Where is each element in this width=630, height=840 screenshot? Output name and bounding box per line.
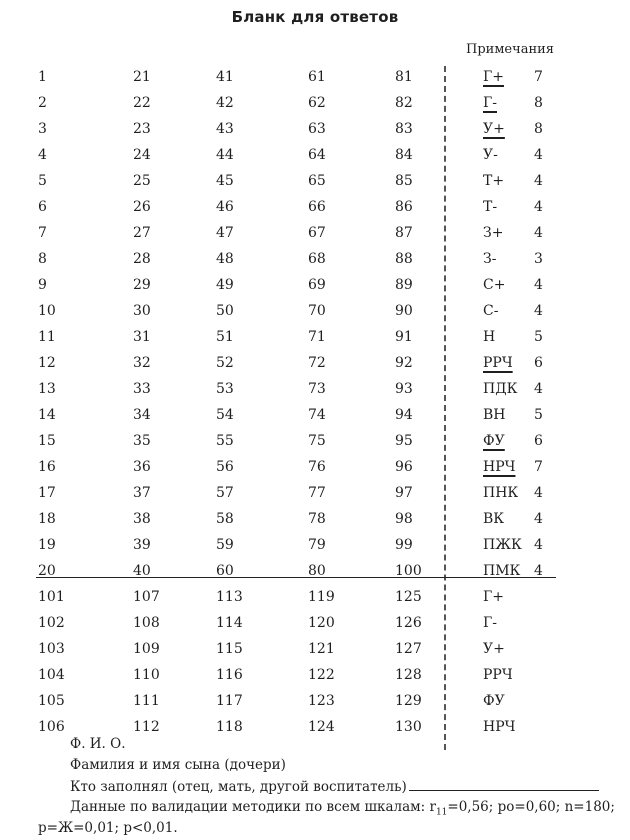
item-number: 125 (395, 589, 422, 605)
item-number: 74 (308, 407, 326, 423)
scale-code: ПМК (483, 563, 521, 579)
item-number: 122 (308, 667, 335, 683)
item-number: 23 (133, 121, 151, 137)
scale-code: С- (483, 303, 499, 319)
table-row (0, 220, 630, 246)
table-row (0, 506, 630, 532)
item-number: 116 (216, 667, 243, 683)
item-number: 55 (216, 433, 234, 449)
item-number: 51 (216, 329, 234, 345)
item-number: 21 (133, 69, 151, 85)
item-number: 92 (395, 355, 413, 371)
item-number: 16 (38, 459, 56, 475)
table-row (0, 584, 630, 610)
table-row (0, 636, 630, 662)
item-number: 130 (395, 719, 422, 735)
scale-score: 4 (534, 199, 543, 215)
item-number: 109 (133, 641, 160, 657)
item-number: 26 (133, 199, 151, 215)
scale-score: 8 (534, 121, 543, 137)
scale-code: ПНК (483, 485, 519, 501)
item-number: 17 (38, 485, 56, 501)
item-number: 47 (216, 225, 234, 241)
item-number: 68 (308, 251, 326, 267)
scale-code: Г+ (483, 589, 504, 605)
scale-score: 6 (534, 433, 543, 449)
item-number: 30 (133, 303, 151, 319)
item-number: 117 (216, 693, 243, 709)
item-number: 35 (133, 433, 151, 449)
table-row (0, 168, 630, 194)
item-number: 110 (133, 667, 160, 683)
table-row (0, 194, 630, 220)
item-number: 77 (308, 485, 326, 501)
item-number: 57 (216, 485, 234, 501)
table-row (0, 454, 630, 480)
scale-score: 4 (534, 485, 543, 501)
item-number: 37 (133, 485, 151, 501)
item-number: 61 (308, 69, 326, 85)
scale-code: Г+ (483, 69, 504, 85)
item-number: 65 (308, 173, 326, 189)
scale-score: 3 (534, 251, 543, 267)
item-number: 19 (38, 537, 56, 553)
item-number: 56 (216, 459, 234, 475)
item-number: 102 (38, 615, 65, 631)
table-row (0, 402, 630, 428)
item-number: 33 (133, 381, 151, 397)
item-number: 8 (38, 251, 47, 267)
scale-score: 4 (534, 537, 543, 553)
table-row (0, 350, 630, 376)
scale-code: РРЧ (483, 355, 513, 371)
table-row (0, 142, 630, 168)
scale-code: НРЧ (483, 459, 516, 475)
item-number: 46 (216, 199, 234, 215)
item-number: 88 (395, 251, 413, 267)
item-number: 43 (216, 121, 234, 137)
item-number: 50 (216, 303, 234, 319)
item-number: 115 (216, 641, 243, 657)
item-number: 119 (308, 589, 335, 605)
scale-code: Н (483, 329, 496, 345)
item-number: 67 (308, 225, 326, 241)
table-row (0, 376, 630, 402)
table-row (0, 64, 630, 90)
scale-code: Т+ (483, 173, 505, 189)
item-number: 71 (308, 329, 326, 345)
table-row (0, 610, 630, 636)
scale-score: 4 (534, 563, 543, 579)
item-number: 120 (308, 615, 335, 631)
scale-code: ФУ (483, 693, 505, 709)
child-name-label: Фамилия и имя сына (дочери) (70, 757, 286, 773)
item-number: 97 (395, 485, 413, 501)
scale-score: 4 (534, 147, 543, 163)
item-number: 41 (216, 69, 234, 85)
item-number: 78 (308, 511, 326, 527)
item-number: 32 (133, 355, 151, 371)
scale-score: 5 (534, 407, 543, 423)
item-number: 28 (133, 251, 151, 267)
item-number: 107 (133, 589, 160, 605)
item-number: 129 (395, 693, 422, 709)
item-number: 121 (308, 641, 335, 657)
item-number: 59 (216, 537, 234, 553)
item-number: 27 (133, 225, 151, 241)
item-number: 40 (133, 563, 151, 579)
scale-score: 4 (534, 225, 543, 241)
item-number: 82 (395, 95, 413, 111)
validation-prefix: Данные по валидации методики по всем шкалам: r (70, 799, 436, 815)
item-number: 100 (395, 563, 422, 579)
item-number: 128 (395, 667, 422, 683)
item-number: 39 (133, 537, 151, 553)
item-number: 70 (308, 303, 326, 319)
item-number: 62 (308, 95, 326, 111)
item-number: 104 (38, 667, 65, 683)
item-number: 86 (395, 199, 413, 215)
item-number: 72 (308, 355, 326, 371)
item-number: 54 (216, 407, 234, 423)
scale-score: 4 (534, 381, 543, 397)
item-number: 96 (395, 459, 413, 475)
item-number: 49 (216, 277, 234, 293)
item-number: 9 (38, 277, 47, 293)
item-number: 84 (395, 147, 413, 163)
scale-score: 5 (534, 329, 543, 345)
scale-score: 7 (534, 69, 543, 85)
scale-code: У- (483, 147, 498, 163)
item-number: 38 (133, 511, 151, 527)
filled-by-label: Кто заполнял (отец, мать, другой воспитатель) (70, 779, 407, 795)
item-number: 105 (38, 693, 65, 709)
item-number: 112 (133, 719, 160, 735)
item-number: 108 (133, 615, 160, 631)
item-number: 99 (395, 537, 413, 553)
item-number: 53 (216, 381, 234, 397)
item-number: 114 (216, 615, 243, 631)
scale-code: З+ (483, 225, 504, 241)
validation-line (70, 799, 615, 818)
item-number: 94 (395, 407, 413, 423)
scale-code: РРЧ (483, 667, 513, 683)
table-row (0, 428, 630, 454)
validation-subscript: 11 (435, 807, 448, 818)
item-number: 93 (395, 381, 413, 397)
item-number: 2 (38, 95, 47, 111)
section-divider (36, 577, 556, 578)
item-number: 6 (38, 199, 47, 215)
table-row (0, 272, 630, 298)
item-number: 85 (395, 173, 413, 189)
item-number: 111 (133, 693, 160, 709)
item-number: 25 (133, 173, 151, 189)
item-number: 75 (308, 433, 326, 449)
item-number: 44 (216, 147, 234, 163)
answer-grid (0, 64, 630, 740)
item-number: 58 (216, 511, 234, 527)
item-number: 118 (216, 719, 243, 735)
item-number: 18 (38, 511, 56, 527)
item-number: 10 (38, 303, 56, 319)
scale-score: 8 (534, 95, 543, 111)
page-title: Бланк для ответов (231, 8, 399, 26)
dashed-divider (444, 66, 446, 750)
item-number: 31 (133, 329, 151, 345)
item-number: 91 (395, 329, 413, 345)
item-number: 98 (395, 511, 413, 527)
scale-score: 6 (534, 355, 543, 371)
item-number: 124 (308, 719, 335, 735)
item-number: 69 (308, 277, 326, 293)
item-number: 60 (216, 563, 234, 579)
item-number: 52 (216, 355, 234, 371)
item-number: 95 (395, 433, 413, 449)
item-number: 103 (38, 641, 65, 657)
scale-code: Г- (483, 615, 497, 631)
item-number: 101 (38, 589, 65, 605)
scale-code: С+ (483, 277, 506, 293)
table-row (0, 558, 630, 584)
item-number: 73 (308, 381, 326, 397)
item-number: 15 (38, 433, 56, 449)
item-number: 87 (395, 225, 413, 241)
notes-header: Примечания (466, 42, 555, 57)
scale-code: ПЖК (483, 537, 522, 553)
table-row (0, 532, 630, 558)
table-row (0, 480, 630, 506)
item-number: 1 (38, 69, 47, 85)
table-row (0, 688, 630, 714)
item-number: 36 (133, 459, 151, 475)
item-number: 126 (395, 615, 422, 631)
scale-code: ПДК (483, 381, 518, 397)
fio-label: Ф. И. О. (70, 736, 126, 752)
item-number: 34 (133, 407, 151, 423)
scale-code: ВК (483, 511, 505, 527)
table-row (0, 116, 630, 142)
scale-code: Г- (483, 95, 497, 111)
item-number: 123 (308, 693, 335, 709)
validation-suffix: =0,56; ро=0,60; n=180; (447, 799, 615, 815)
scale-score: 4 (534, 173, 543, 189)
item-number: 3 (38, 121, 47, 137)
scale-score: 4 (534, 277, 543, 293)
item-number: 12 (38, 355, 56, 371)
scale-score: 4 (534, 511, 543, 527)
item-number: 90 (395, 303, 413, 319)
item-number: 64 (308, 147, 326, 163)
item-number: 13 (38, 381, 56, 397)
significance-line: р=Ж=0,01; р<0,01. (38, 820, 178, 836)
table-row (0, 324, 630, 350)
item-number: 106 (38, 719, 65, 735)
item-number: 83 (395, 121, 413, 137)
scale-code: З- (483, 251, 497, 267)
scale-score: 7 (534, 459, 543, 475)
item-number: 42 (216, 95, 234, 111)
filled-by-blank[interactable] (409, 778, 599, 791)
scale-score: 4 (534, 303, 543, 319)
scale-code: У+ (483, 641, 505, 657)
item-number: 20 (38, 563, 56, 579)
table-row (0, 90, 630, 116)
filled-by-line (70, 778, 599, 795)
item-number: 24 (133, 147, 151, 163)
item-number: 5 (38, 173, 47, 189)
item-number: 80 (308, 563, 326, 579)
item-number: 48 (216, 251, 234, 267)
item-number: 127 (395, 641, 422, 657)
item-number: 7 (38, 225, 47, 241)
table-row (0, 662, 630, 688)
item-number: 29 (133, 277, 151, 293)
scale-code: Т- (483, 199, 498, 215)
item-number: 79 (308, 537, 326, 553)
item-number: 4 (38, 147, 47, 163)
item-number: 76 (308, 459, 326, 475)
item-number: 22 (133, 95, 151, 111)
table-row (0, 246, 630, 272)
item-number: 63 (308, 121, 326, 137)
scale-code: ВН (483, 407, 506, 423)
item-number: 66 (308, 199, 326, 215)
scale-code: НРЧ (483, 719, 516, 735)
item-number: 89 (395, 277, 413, 293)
item-number: 14 (38, 407, 56, 423)
item-number: 113 (216, 589, 243, 605)
item-number: 11 (38, 329, 56, 345)
scale-code: ФУ (483, 433, 505, 449)
item-number: 45 (216, 173, 234, 189)
scale-code: У+ (483, 121, 505, 137)
table-row (0, 298, 630, 324)
item-number: 81 (395, 69, 413, 85)
